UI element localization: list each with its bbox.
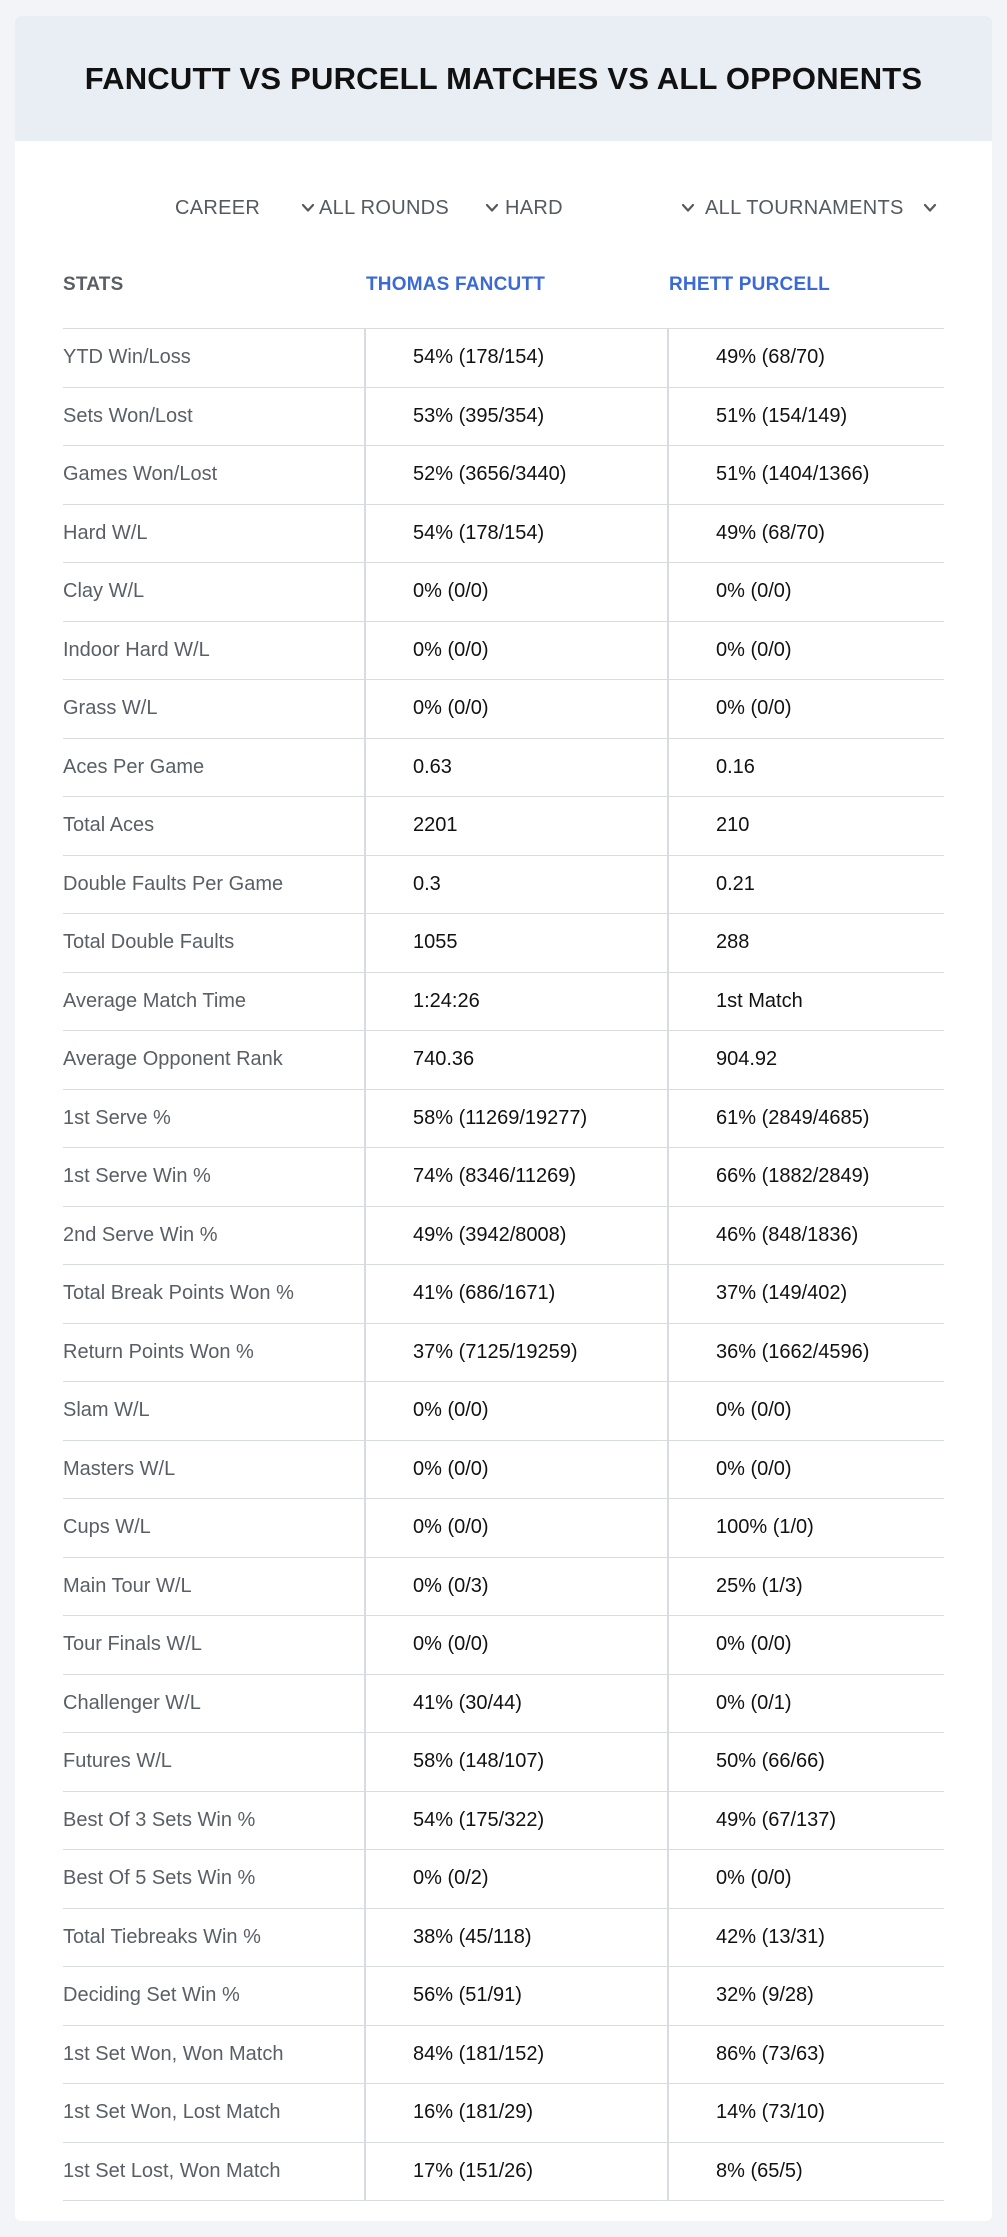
player2-value-cell: 49% (68/70) <box>716 346 825 369</box>
player1-value-cell: 740.36 <box>366 1031 669 1089</box>
table-row <box>63 914 944 973</box>
table-row <box>63 1207 944 1266</box>
tournaments-filter-dropdown[interactable] <box>705 188 937 228</box>
table-row <box>63 797 944 856</box>
table-row <box>63 1031 944 1090</box>
stat-label-cell: Average Opponent Rank <box>63 1031 366 1089</box>
player2-value-cell: 0% (0/0) <box>716 1457 792 1480</box>
player1-column-header[interactable]: THOMAS FANCUTT <box>366 274 546 295</box>
player1-value-cell: 52% (3656/3440) <box>366 446 669 504</box>
chevron-down-icon <box>923 201 937 215</box>
player2-value-cell: 49% (68/70) <box>716 521 825 544</box>
table-row <box>63 1675 944 1734</box>
player2-value-cell: 66% (1882/2849) <box>716 1165 870 1188</box>
player1-value-cell: 0% (0/2) <box>366 1850 669 1908</box>
stat-label-cell: Tour Finals W/L <box>63 1616 366 1674</box>
player2-value-cell: 0% (0/1) <box>716 1691 792 1714</box>
stats-table <box>63 256 944 2201</box>
player1-value-cell: 1055 <box>366 914 669 972</box>
player2-value-cell: 32% (9/28) <box>716 1984 814 2007</box>
player2-value-cell: 0% (0/0) <box>716 580 792 603</box>
stat-label-cell: Challenger W/L <box>63 1675 366 1733</box>
chevron-down-icon <box>485 201 499 215</box>
player2-value-cell: 50% (66/66) <box>716 1750 825 1773</box>
stat-label-cell: Futures W/L <box>63 1733 366 1791</box>
stat-label-cell: YTD Win/Loss <box>63 329 366 387</box>
table-row <box>63 973 944 1032</box>
table-row <box>63 1909 944 1968</box>
stat-label-cell: Average Match Time <box>63 973 366 1031</box>
player2-value-cell: 288 <box>716 931 750 954</box>
player2-value-cell: 100% (1/0) <box>716 1516 814 1539</box>
table-row <box>63 1382 944 1441</box>
table-row <box>63 1324 944 1383</box>
table-row <box>63 622 944 681</box>
page-title: FANCUTT VS PURCELL MATCHES VS ALL OPPONENTS <box>84 60 923 96</box>
table-row <box>63 1616 944 1675</box>
player1-value-cell: 74% (8346/11269) <box>366 1148 669 1206</box>
table-row <box>63 1850 944 1909</box>
stat-label-cell: Total Tiebreaks Win % <box>63 1909 366 1967</box>
stat-label-cell: Slam W/L <box>63 1382 366 1440</box>
stat-label-cell: Cups W/L <box>63 1499 366 1557</box>
player1-value-cell: 41% (30/44) <box>366 1675 669 1733</box>
player2-value-cell: 0% (0/0) <box>716 697 792 720</box>
player2-value-cell: 0% (0/0) <box>716 1867 792 1890</box>
player1-value-cell: 54% (175/322) <box>366 1792 669 1850</box>
player2-value-cell: 0% (0/0) <box>716 1399 792 1422</box>
player1-value-cell: 1:24:26 <box>366 973 669 1031</box>
career-filter-dropdown[interactable] <box>175 188 315 228</box>
stat-label-cell: Double Faults Per Game <box>63 856 366 914</box>
player1-value-cell: 0% (0/3) <box>366 1558 669 1616</box>
player1-value-cell: 0% (0/0) <box>366 680 669 738</box>
stat-label-cell: 1st Set Won, Lost Match <box>63 2084 366 2142</box>
table-row <box>63 1441 944 1500</box>
player2-value-cell: 0.16 <box>716 755 755 778</box>
stat-label-cell: Aces Per Game <box>63 739 366 797</box>
player1-value-cell: 56% (51/91) <box>366 1967 669 2025</box>
table-row <box>63 1792 944 1851</box>
stat-label-cell: Total Aces <box>63 797 366 855</box>
rounds-filter-dropdown[interactable] <box>319 188 499 228</box>
table-header <box>63 256 944 329</box>
stat-label-cell: Total Double Faults <box>63 914 366 972</box>
stat-label-cell: Games Won/Lost <box>63 446 366 504</box>
player1-value-cell: 49% (3942/8008) <box>366 1207 669 1265</box>
player1-value-cell: 37% (7125/19259) <box>366 1324 669 1382</box>
player2-value-cell: 210 <box>716 814 750 837</box>
player1-value-cell: 84% (181/152) <box>366 2026 669 2084</box>
stat-label-cell: Total Break Points Won % <box>63 1265 366 1323</box>
table-row <box>63 446 944 505</box>
player2-value-cell: 49% (67/137) <box>716 1808 837 1831</box>
player1-value-cell: 0% (0/0) <box>366 563 669 621</box>
table-row <box>63 739 944 798</box>
stat-label-cell: Indoor Hard W/L <box>63 622 366 680</box>
stats-column-header: STATS <box>63 274 124 295</box>
stat-label-cell: Hard W/L <box>63 505 366 563</box>
player1-value-cell: 0% (0/0) <box>366 1499 669 1557</box>
player2-column-header[interactable]: RHETT PURCELL <box>669 274 830 295</box>
player1-value-cell: 0% (0/0) <box>366 1382 669 1440</box>
stat-label-cell: Masters W/L <box>63 1441 366 1499</box>
player1-value-cell: 53% (395/354) <box>366 388 669 446</box>
table-row <box>63 505 944 564</box>
stat-label-cell: 1st Serve % <box>63 1090 366 1148</box>
table-row <box>63 2143 944 2202</box>
player1-value-cell: 0% (0/0) <box>366 1616 669 1674</box>
stat-label-cell: Best Of 3 Sets Win % <box>63 1792 366 1850</box>
stat-label-cell: Grass W/L <box>63 680 366 738</box>
player2-value-cell: 25% (1/3) <box>716 1574 803 1597</box>
filter-label: HARD <box>505 196 563 219</box>
table-row <box>63 2084 944 2143</box>
stat-label-cell: Deciding Set Win % <box>63 1967 366 2025</box>
table-row <box>63 1265 944 1324</box>
player1-value-cell: 58% (148/107) <box>366 1733 669 1791</box>
table-row <box>63 1558 944 1617</box>
player1-value-cell: 0% (0/0) <box>366 622 669 680</box>
stat-label-cell: Best Of 5 Sets Win % <box>63 1850 366 1908</box>
table-body <box>63 329 944 2201</box>
surface-filter-dropdown[interactable] <box>505 188 695 228</box>
table-row <box>63 680 944 739</box>
player1-value-cell: 54% (178/154) <box>366 505 669 563</box>
table-row <box>63 563 944 622</box>
player2-value-cell: 0.21 <box>716 872 755 895</box>
filter-label: ALL TOURNAMENTS <box>705 196 904 219</box>
player1-value-cell: 17% (151/26) <box>366 2143 669 2201</box>
player1-value-cell: 16% (181/29) <box>366 2084 669 2142</box>
filter-bar <box>15 188 992 228</box>
filter-label: CAREER <box>175 196 261 219</box>
player1-value-cell: 0.3 <box>366 856 669 914</box>
player2-value-cell: 86% (73/63) <box>716 2042 825 2065</box>
player1-value-cell: 0.63 <box>366 739 669 797</box>
chevron-down-icon <box>681 201 695 215</box>
player1-value-cell: 58% (11269/19277) <box>366 1090 669 1148</box>
stat-label-cell: Sets Won/Lost <box>63 388 366 446</box>
player2-value-cell: 0% (0/0) <box>716 1633 792 1656</box>
chevron-down-icon <box>301 201 315 215</box>
table-row <box>63 1733 944 1792</box>
player1-value-cell: 2201 <box>366 797 669 855</box>
stat-label-cell: Main Tour W/L <box>63 1558 366 1616</box>
stat-label-cell: Return Points Won % <box>63 1324 366 1382</box>
player2-value-cell: 51% (1404/1366) <box>716 463 870 486</box>
player2-value-cell: 37% (149/402) <box>716 1282 848 1305</box>
stats-card <box>15 16 992 2221</box>
stat-label-cell: 1st Serve Win % <box>63 1148 366 1206</box>
player2-value-cell: 1st Match <box>716 989 803 1012</box>
stat-label-cell: 2nd Serve Win % <box>63 1207 366 1265</box>
table-row <box>63 1090 944 1149</box>
table-row <box>63 856 944 915</box>
table-row <box>63 1148 944 1207</box>
player1-value-cell: 38% (45/118) <box>366 1909 669 1967</box>
table-row <box>63 388 944 447</box>
player1-value-cell: 54% (178/154) <box>366 329 669 387</box>
table-row <box>63 1499 944 1558</box>
stat-label-cell: Clay W/L <box>63 563 366 621</box>
player2-value-cell: 904.92 <box>716 1048 778 1071</box>
table-row <box>63 329 944 388</box>
stat-label-cell: 1st Set Lost, Won Match <box>63 2143 366 2201</box>
player1-value-cell: 0% (0/0) <box>366 1441 669 1499</box>
player2-value-cell: 51% (154/149) <box>716 404 848 427</box>
stat-label-cell: 1st Set Won, Won Match <box>63 2026 366 2084</box>
player2-value-cell: 0% (0/0) <box>716 638 792 661</box>
player2-value-cell: 36% (1662/4596) <box>716 1340 870 1363</box>
player2-value-cell: 42% (13/31) <box>716 1925 825 1948</box>
player2-value-cell: 14% (73/10) <box>716 2101 825 2124</box>
table-row <box>63 1967 944 2026</box>
filter-label: ALL ROUNDS <box>319 196 450 219</box>
player2-value-cell: 61% (2849/4685) <box>716 1106 870 1129</box>
player2-value-cell: 8% (65/5) <box>716 2159 803 2182</box>
card-header <box>15 16 992 141</box>
player1-value-cell: 41% (686/1671) <box>366 1265 669 1323</box>
table-row <box>63 2026 944 2085</box>
player2-value-cell: 46% (848/1836) <box>716 1223 859 1246</box>
